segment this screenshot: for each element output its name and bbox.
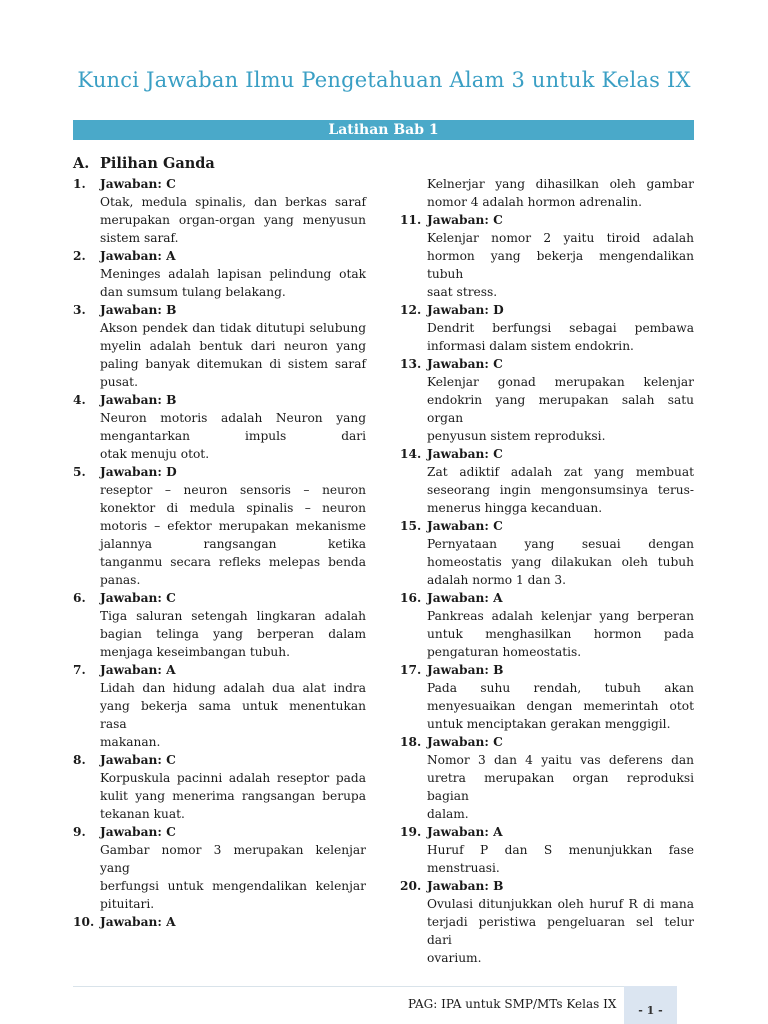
item-number: 19.: [400, 825, 422, 839]
right-column: [400, 175, 694, 967]
explanation-line: merupakan organ-organ yang menyusun: [100, 213, 366, 227]
answer-key: Jawaban: A: [427, 591, 503, 605]
explanation-line: Nomor 3 dan 4 yaitu vas deferens dan: [427, 753, 694, 767]
answer-key: Jawaban: C: [100, 591, 176, 605]
answer-key: Jawaban: A: [100, 663, 176, 677]
answer-item: [400, 445, 694, 517]
answer-key: Jawaban: C: [427, 519, 503, 533]
answer-explanation: [427, 679, 694, 733]
explanation-line: tanganmu secara refleks melepas benda: [100, 555, 366, 569]
answer-key: Jawaban: B: [100, 303, 177, 317]
explanation-line: berfungsi untuk mengendalikan kelenjar: [100, 879, 366, 893]
answer-item: [400, 355, 694, 445]
answer-item: [400, 301, 694, 355]
item-number: 8.: [73, 753, 86, 767]
explanation-line: Meninges adalah lapisan pelindung otak: [100, 267, 366, 281]
answer-item-continuation: [400, 175, 694, 211]
answer-key: Jawaban: C: [427, 213, 503, 227]
answer-item: [400, 733, 694, 823]
item-number: 10.: [73, 915, 95, 929]
explanation-line: endokrin yang merupakan salah satu organ: [427, 393, 694, 425]
explanation-line: uretra merupakan organ reproduksi bagian: [427, 771, 694, 803]
explanation-line: Korpuskula pacinni adalah reseptor pada: [100, 771, 366, 785]
explanation-line: menyesuaikan dengan memerintah otot: [427, 699, 694, 713]
answer-item: [73, 463, 366, 589]
explanation-line: jalannya rangsangan ketika: [100, 537, 366, 551]
explanation-line: Lidah dan hidung adalah dua alat indra: [100, 681, 366, 695]
explanation-line: saat stress.: [427, 285, 498, 299]
explanation-line: myelin adalah bentuk dari neuron yang: [100, 339, 366, 353]
answer-explanation: [427, 607, 694, 661]
item-number: 11.: [400, 213, 422, 227]
answer-item: [73, 301, 366, 391]
explanation-line: seseorang ingin mengonsumsinya terus-: [427, 483, 694, 497]
answer-item: [400, 661, 694, 733]
answer-item: [73, 913, 366, 931]
explanation-line: penyusun sistem reproduksi.: [427, 429, 606, 443]
answer-item: [400, 211, 694, 301]
answer-explanation: [100, 679, 366, 751]
item-number: 17.: [400, 663, 422, 677]
explanation-line: menstruasi.: [427, 861, 500, 875]
explanation-line: Akson pendek dan tidak ditutupi selubung: [100, 321, 366, 335]
answer-item: [73, 391, 366, 463]
answer-explanation: [100, 193, 366, 247]
answer-explanation: [100, 841, 366, 913]
explanation-line: motoris – efektor merupakan mekanisme: [100, 519, 366, 533]
footer-text: PAG: IPA untuk SMP/MTs Kelas IX: [408, 997, 617, 1011]
item-number: 18.: [400, 735, 422, 749]
explanation-line: Ovulasi ditunjukkan oleh huruf R di mana: [427, 897, 694, 911]
explanation-line: Kelenjar gonad merupakan kelenjar: [427, 375, 694, 389]
explanation-line: informasi dalam sistem endokrin.: [427, 339, 634, 353]
section-letter: A.: [73, 155, 90, 172]
section-heading: [73, 155, 215, 172]
item-number: 6.: [73, 591, 86, 605]
answer-item: [73, 175, 366, 247]
answer-key: Jawaban: C: [427, 447, 503, 461]
answer-item: [73, 661, 366, 751]
answer-explanation: [427, 841, 694, 877]
explanation-line: otak menuju otot.: [100, 447, 210, 461]
answer-key: Jawaban: B: [427, 879, 504, 893]
answer-key: Jawaban: D: [427, 303, 504, 317]
section-label: Pilihan Ganda: [100, 155, 215, 172]
item-number: 16.: [400, 591, 422, 605]
answer-explanation: [427, 175, 694, 211]
left-column: [73, 175, 366, 931]
item-number: 15.: [400, 519, 422, 533]
explanation-line: dalam.: [427, 807, 469, 821]
answer-item: [73, 823, 366, 913]
explanation-line: kulit yang menerima rangsangan berupa: [100, 789, 366, 803]
explanation-line: pituitari.: [100, 897, 155, 911]
explanation-line: konektor di medula spinalis – neuron: [100, 501, 366, 515]
item-number: 1.: [73, 177, 86, 191]
answer-key: Jawaban: D: [100, 465, 177, 479]
page-number: - 1 -: [638, 1004, 663, 1017]
answer-item: [400, 877, 694, 967]
answer-item: [400, 823, 694, 877]
explanation-line: Gambar nomor 3 merupakan kelenjar yang: [100, 843, 366, 875]
explanation-line: Huruf P dan S menunjukkan fase: [427, 843, 694, 857]
explanation-line: tekanan kuat.: [100, 807, 185, 821]
item-number: 13.: [400, 357, 422, 371]
answer-item: [73, 589, 366, 661]
item-number: 2.: [73, 249, 86, 263]
answer-item: [73, 751, 366, 823]
answer-explanation: [100, 607, 366, 661]
explanation-line: Dendrit berfungsi sebagai pembawa: [427, 321, 694, 335]
explanation-line: Kelenjar nomor 2 yaitu tiroid adalah: [427, 231, 694, 245]
item-number: 12.: [400, 303, 422, 317]
item-number: 14.: [400, 447, 422, 461]
explanation-line: terjadi peristiwa pengeluaran sel telur dari: [427, 915, 694, 947]
explanation-line: Pernyataan yang sesuai dengan: [427, 537, 694, 551]
explanation-line: Otak, medula spinalis, dan berkas saraf: [100, 195, 366, 209]
explanation-line: Pada suhu rendah, tubuh akan: [427, 681, 694, 695]
explanation-line: adalah normo 1 dan 3.: [427, 573, 567, 587]
explanation-line: menerus hingga kecanduan.: [427, 501, 603, 515]
item-number: 3.: [73, 303, 86, 317]
answer-explanation: [427, 463, 694, 517]
explanation-line: pusat.: [100, 375, 138, 389]
explanation-line: ovarium.: [427, 951, 482, 965]
explanation-line: Kelnerjar yang dihasilkan oleh gambar: [427, 177, 694, 191]
item-number: 5.: [73, 465, 86, 479]
answer-key: Jawaban: B: [427, 663, 504, 677]
explanation-line: sistem saraf.: [100, 231, 179, 245]
explanation-line: Zat adiktif adalah zat yang membuat: [427, 465, 694, 479]
item-number: 4.: [73, 393, 86, 407]
explanation-line: untuk menghasilkan hormon pada: [427, 627, 694, 641]
explanation-line: panas.: [100, 573, 141, 587]
explanation-line: mengantarkan impuls dari: [100, 429, 366, 443]
answer-explanation: [100, 409, 366, 463]
explanation-line: reseptor – neuron sensoris – neuron: [100, 483, 366, 497]
answer-item: [400, 589, 694, 661]
footer-divider: [73, 986, 624, 987]
explanation-line: dan sumsum tulang belakang.: [100, 285, 286, 299]
answer-explanation: [100, 319, 366, 391]
answer-key: Jawaban: B: [100, 393, 177, 407]
answer-explanation: [427, 535, 694, 589]
item-number: 7.: [73, 663, 86, 677]
page-number-box: [624, 986, 677, 1024]
answer-key: Jawaban: A: [100, 249, 176, 263]
explanation-line: bagian telinga yang berperan dalam: [100, 627, 366, 641]
answer-key: Jawaban: C: [100, 825, 176, 839]
answer-key: Jawaban: C: [427, 357, 503, 371]
answer-explanation: [427, 229, 694, 301]
item-number: 20.: [400, 879, 422, 893]
item-number: 9.: [73, 825, 86, 839]
explanation-line: Pankreas adalah kelenjar yang berperan: [427, 609, 694, 623]
chapter-banner: Latihan Bab 1: [73, 120, 694, 140]
answer-explanation: [427, 319, 694, 355]
explanation-line: paling banyak ditemukan di sistem saraf: [100, 357, 366, 371]
answer-explanation: [100, 481, 366, 589]
explanation-line: nomor 4 adalah hormon adrenalin.: [427, 195, 643, 209]
answer-explanation: [100, 769, 366, 823]
explanation-line: yang bekerja sama untuk menentukan rasa: [100, 699, 366, 731]
answer-explanation: [427, 895, 694, 967]
explanation-line: Tiga saluran setengah lingkaran adalah: [100, 609, 366, 623]
explanation-line: Neuron motoris adalah Neuron yang: [100, 411, 366, 425]
answer-key: Jawaban: A: [100, 915, 176, 929]
explanation-line: hormon yang bekerja mengendalikan tubuh: [427, 249, 694, 281]
explanation-line: pengaturan homeostatis.: [427, 645, 582, 659]
answer-key: Jawaban: C: [427, 735, 503, 749]
answer-explanation: [100, 265, 366, 301]
answer-item: [400, 517, 694, 589]
answer-explanation: [427, 373, 694, 445]
document-title: Kunci Jawaban Ilmu Pengetahuan Alam 3 untuk Kelas IX: [77, 68, 691, 92]
explanation-line: untuk menciptakan gerakan menggigil.: [427, 717, 671, 731]
answer-key: Jawaban: A: [427, 825, 503, 839]
answer-explanation: [427, 751, 694, 823]
answer-key: Jawaban: C: [100, 753, 176, 767]
answer-item: [73, 247, 366, 301]
explanation-line: makanan.: [100, 735, 161, 749]
explanation-line: homeostatis yang dilakukan oleh tubuh: [427, 555, 694, 569]
answer-key: Jawaban: C: [100, 177, 176, 191]
explanation-line: menjaga keseimbangan tubuh.: [100, 645, 290, 659]
